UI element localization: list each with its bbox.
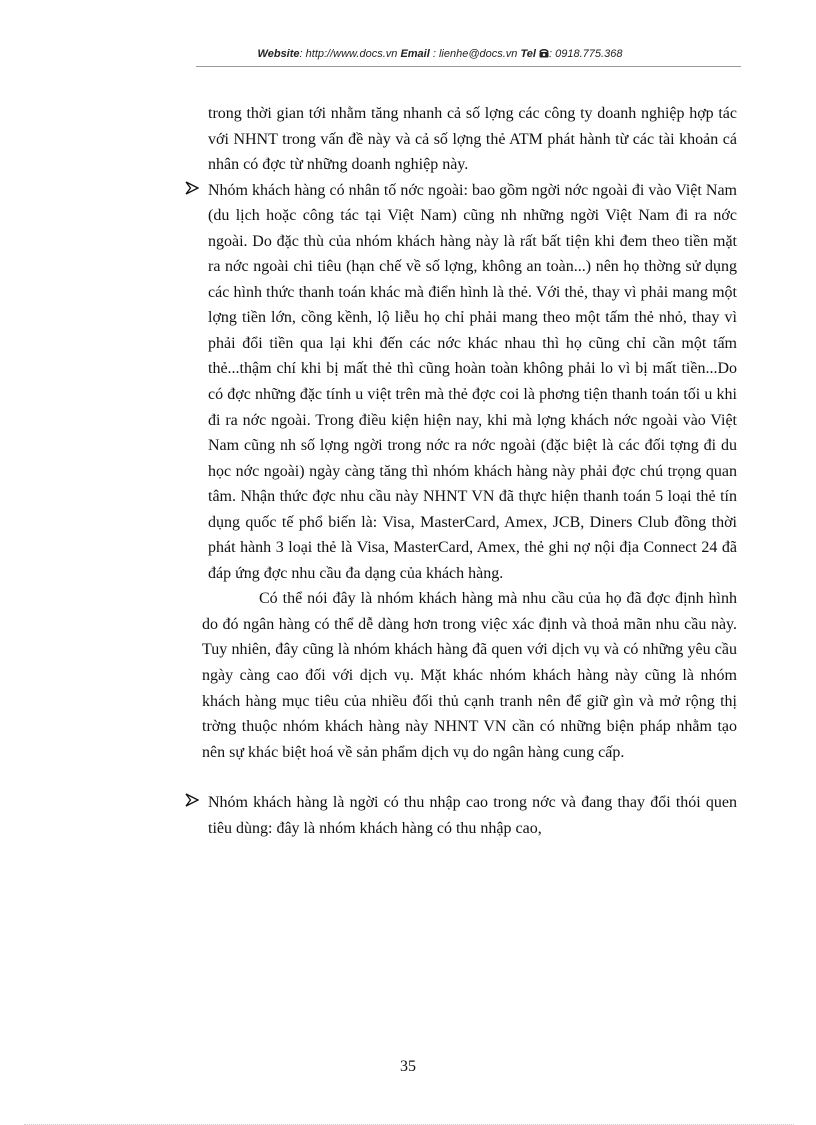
arrowhead-bullet-icon [185, 793, 199, 807]
continuation-paragraph: trong thời gian tới nhằm tăng nhanh cả số lợng các công ty doanh nghiệp hợp tác với NHNT trong vấn đề này và cả số lợng thẻ ATM phát hành từ các tài khoản cá nhân có đợc từ những doanh nghiệp này. [208, 105, 737, 174]
bullet-text: Nhóm khách hàng có nhân tố nớc ngoài: bao gồm ngời nớc ngoài đi vào Việt Nam (du lịch hoặc công tác tại Việt Nam) cũng nh những ngời Việt Nam đi ra nớc ngoài. Do đặc thù của nhóm khách hàng này là rất bất tiện khi đem theo tiền mặt ra nớc ngoài chi tiêu (hạn chế về số lợng, không an toàn...) nên họ thờng sử dụng các hình thức thanh toán khác mà điển hình là thẻ. Với thẻ, thay vì phải mang một lợng tiền lớn, cồng kềnh, lộ liễu họ chỉ phải mang theo một tấm thẻ nhỏ, thay vì phải đổi tiền qua lại khi đến các nớc khác nhau thì họ cũng chỉ cần một tấm thẻ...thậm chí khi bị mất thẻ thì cũng hoàn toàn không phải lo vì bị mất tiền...Do có đợc những đặc tính u việt trên mà thẻ đợc coi là phơng tiện thanh toán tối u khi đi ra nớc ngoài. Trong điều kiện hiện nay, khi mà lợng khách nớc ngoài vào Việt Nam cũng nh số lợng ngời trong nớc ra nớc ngoài (đặc biệt là các đối tợng đi du học nớc ngoài) ngày càng tăng thì nhóm khách hàng này phải đợc chú trọng quan tâm. Nhận thức đợc nhu cầu này NHNT VN đã thực hiện thanh toán 5 loại thẻ tín dụng quốc tế phổ biến là: Visa, MasterCard, Amex, JCB, Diners Club đồng thời phát hành 3 loại thẻ là Visa, MasterCard, Amex, thẻ ghi nợ nội địa Connect 24 đã đáp ứng đợc nhu cầu đa dạng của khách hàng. [208, 181, 737, 582]
bullet-item-high-income [185, 790, 737, 841]
email-link[interactable]: lienhe@docs.vn [438, 48, 518, 60]
website-link[interactable]: http://www.docs.vn [305, 48, 398, 60]
tel-label: Tel [520, 48, 536, 60]
phone-icon [539, 48, 549, 58]
tel-number: 0918.775.368 [555, 48, 623, 60]
page-number: 35 [400, 1058, 416, 1075]
document-body [185, 101, 737, 841]
website-label: Website [257, 48, 300, 60]
bullet-text: Nhóm khách hàng là ngời có thu nhập cao trong nớc và đang thay đổi thói quen tiêu dùng: đây là nhóm khách hàng có thu nhập cao, [208, 794, 737, 837]
email-label: Email [400, 48, 430, 60]
bullet-item-foreign-customers [185, 178, 737, 587]
arrowhead-bullet-icon [185, 181, 199, 195]
page-header: Website: http://www.docs.vn Email : lienhe@docs.vn Tel : 0918.775.368 [257, 48, 623, 60]
body-paragraph: Có thể nói đây là nhóm khách hàng mà nhu cầu của họ đã đợc định hình do đó ngân hàng có thể dễ dàng hơn trong việc xác định và thoả mãn nhu cầu này. Tuy nhiên, đây cũng là nhóm khách hàng đã quen với dịch vụ và có những yêu cầu ngày càng cao đối với dịch vụ. Mặt khác nhóm khách hàng này cũng là nhóm khách hàng mục tiêu của nhiều đối thủ cạnh tranh nên để giữ gìn và mở rộng thị trờng thuộc nhóm khách hàng này NHNT VN cần có những biện pháp nhằm tạo nên sự khác biệt hoá về sản phẩm dịch vụ do ngân hàng cung cấp. [202, 590, 737, 761]
header-divider [196, 66, 741, 67]
